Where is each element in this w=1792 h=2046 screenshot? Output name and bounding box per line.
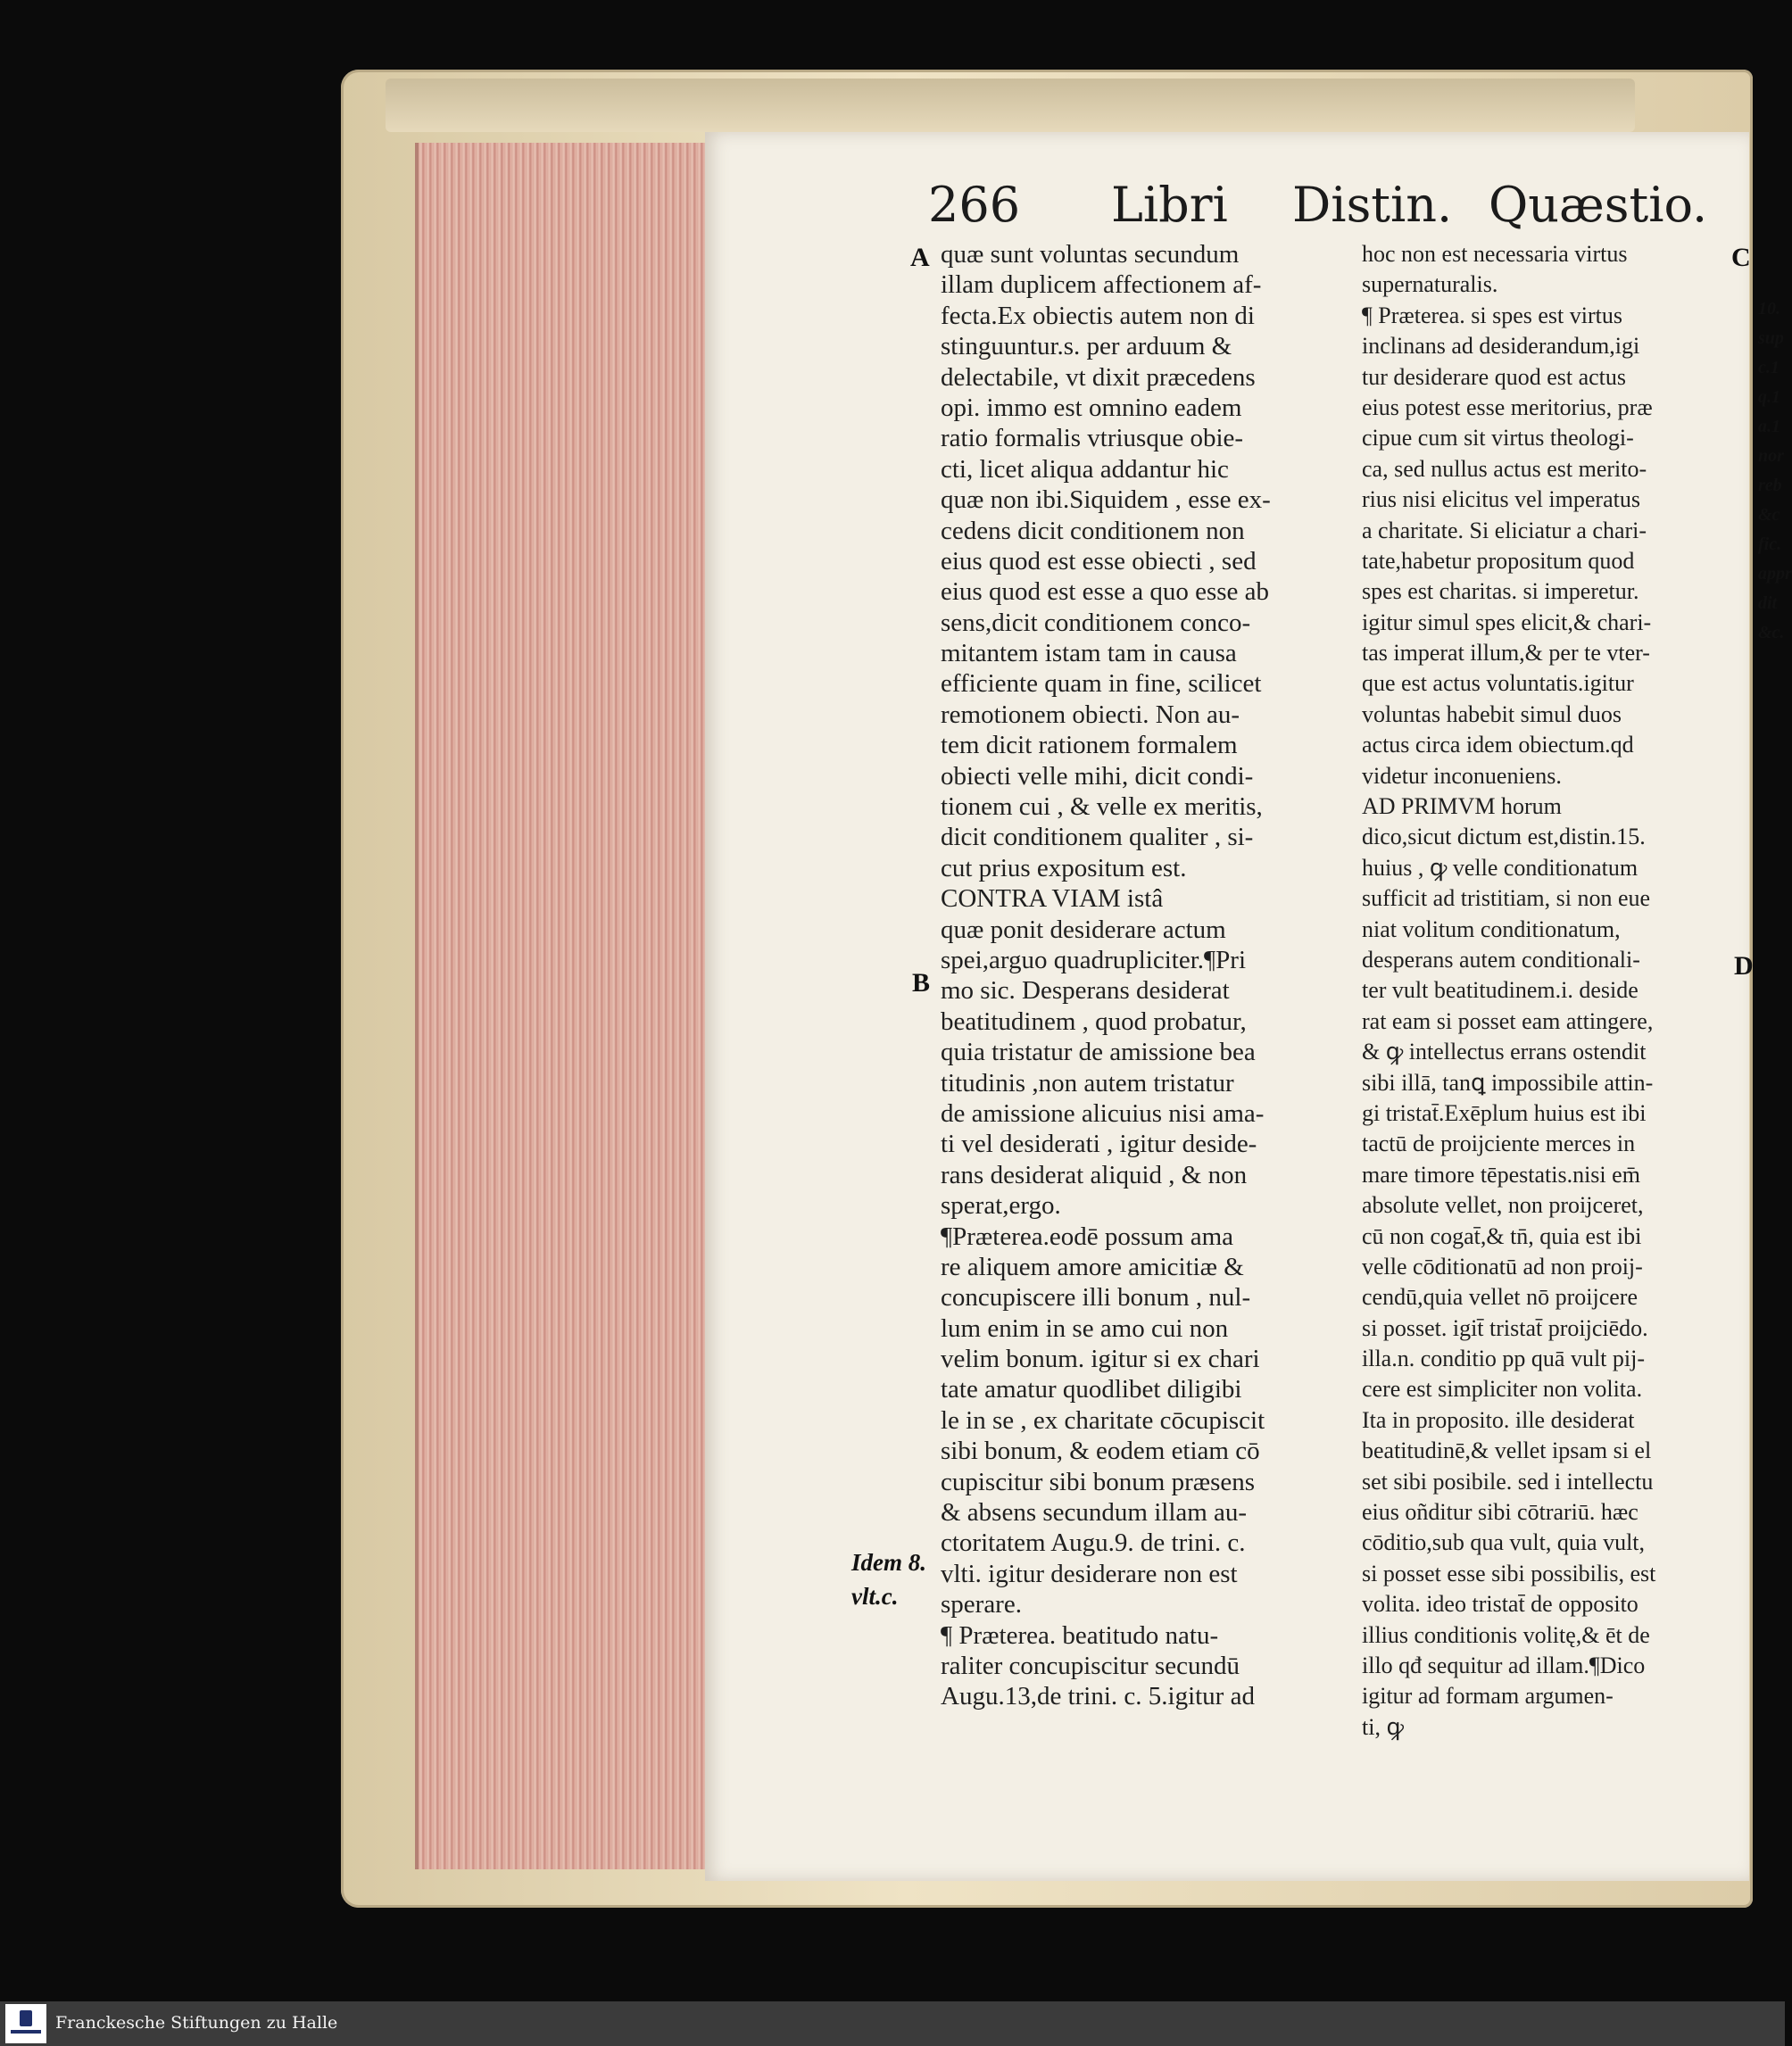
text-line: absolute vellet, non proijceret, [1362, 1192, 1644, 1219]
text-line: spes est charitas. si imperetur. [1362, 578, 1639, 605]
margin-note-line: Idem 8. [851, 1549, 926, 1576]
margin-note-reference [851, 1545, 926, 1613]
text-line: que est actus voluntatis.igitur [1362, 670, 1634, 697]
text-line: fecta.Ex obiectis autem non di [941, 301, 1255, 330]
text-line: eius quod est esse a quo esse ab [941, 577, 1270, 607]
margin-note-fragment: sup [1758, 328, 1784, 348]
text-line: quæ non ibi.Siquidem , esse ex- [941, 485, 1271, 515]
text-line: titudinis ,non autem tristatur [941, 1068, 1234, 1098]
text-line: cipue cum sit virtus theologi- [1362, 425, 1634, 451]
text-line: cere est simpliciter non volita. [1362, 1376, 1643, 1403]
text-line: rans desiderat aliquid , & non [941, 1160, 1248, 1189]
section-mark-a: A [910, 243, 930, 272]
text-line: rius nisi elicitus vel imperatus [1362, 486, 1640, 513]
text-line: cedens dicit conditionem non [941, 516, 1245, 545]
right-text-column [1362, 239, 1737, 1743]
text-line: igitur ad formam argumen- [1362, 1683, 1614, 1710]
text-line: ratio formalis vtriusque obie- [941, 424, 1244, 453]
text-line: & absens secundum illam au- [941, 1498, 1248, 1528]
text-line: sperare. [941, 1590, 1022, 1619]
margin-note-fragment: a.1 [1758, 417, 1780, 436]
margin-note-fragment: dit [1758, 593, 1778, 613]
text-line: le in se , ex charitate cōcupiscit [941, 1405, 1265, 1435]
text-line: sperat,ergo. [941, 1191, 1061, 1221]
text-line: tur desiderare quod est actus [1362, 363, 1627, 390]
book-top-edge [386, 79, 1635, 132]
text-line: beatitudinem , quod probatur, [941, 1006, 1247, 1036]
text-line: obiecti velle mihi, dicit condi- [941, 761, 1254, 791]
text-line: gi tristat̄.Exēplum huius est ibi [1362, 1099, 1647, 1126]
text-line: delectabile, vt dixit præcedens [941, 362, 1256, 392]
text-line: ¶ Præterea. beatitudo natu- [941, 1620, 1219, 1650]
text-line: eius quod est esse obiecti , sed [941, 546, 1257, 576]
text-line: tate,habetur propositum quod [1362, 547, 1635, 574]
francke-logo-icon [5, 2004, 46, 2043]
text-line: efficiente quam in fine, scilicet [941, 669, 1262, 699]
text-line: spei,arguo quadrupliciter.¶Pri [941, 945, 1247, 974]
margin-note-fragment: fic. [1758, 534, 1782, 554]
text-line: illam duplicem affectionem af- [941, 270, 1262, 300]
text-line: AD PRIMVM horum [1362, 793, 1562, 820]
margin-note-fragment: q.1 [1758, 387, 1780, 407]
text-line: mitantem istam tam in causa [941, 639, 1237, 668]
text-line: quæ sunt voluntas secundum [941, 240, 1240, 269]
text-line: illo qđ sequitur ad illam.¶Dico [1362, 1652, 1646, 1678]
text-line: si posset. igit̄ tristat̄ proijciēdo. [1362, 1314, 1648, 1341]
text-line: sibi illā, tanꝗ impossibile attin- [1362, 1069, 1654, 1096]
text-line: supernaturalis. [1362, 271, 1498, 298]
text-line: lum enim in se amo cui non [941, 1313, 1229, 1343]
text-line: videtur inconueniens. [1362, 762, 1562, 789]
text-line: cut prius expositum est. [941, 853, 1187, 882]
text-line: Augu.13,de trini. c. 5.igitur ad [941, 1682, 1255, 1711]
text-line: raliter concupiscitur secundū [941, 1651, 1240, 1680]
text-line: sibi bonum, & eodem etiam cō [941, 1437, 1260, 1466]
page-edges [415, 143, 753, 1869]
text-line: sens,dicit conditionem conco- [941, 608, 1251, 637]
text-line: tem dicit rationem formalem [941, 731, 1238, 760]
text-line: quæ ponit desiderare actum [941, 915, 1226, 944]
text-line: opi. immo est omnino eadem [941, 393, 1242, 422]
header-word-libri: Libri [1111, 177, 1228, 233]
section-mark-d: D [1734, 951, 1754, 981]
text-line: mare timore tēpestatis.nisi em̄ [1362, 1161, 1640, 1188]
text-line: illa.n. conditio pp quā vult pij- [1362, 1346, 1646, 1372]
footer-institution-text: Franckesche Stiftungen zu Halle [55, 2013, 338, 2033]
text-line: ¶Præterea.eodē possum ama [941, 1222, 1234, 1251]
text-line: inclinans ad desiderandum,igi [1362, 333, 1640, 360]
text-line: rat eam si posset eam attingere, [1362, 1007, 1654, 1034]
text-line: eius potest esse meritorius, præ [1362, 393, 1653, 420]
header-word-quaestio: Quæstio. [1489, 177, 1708, 233]
margin-note-fragment: reb [1758, 476, 1782, 495]
text-line: de amissione alicuius nisi ama- [941, 1098, 1265, 1128]
text-line: niat volitum conditionatum, [1362, 915, 1621, 942]
text-line: re aliquem amore amicitiæ & [941, 1252, 1244, 1281]
text-line: quia tristatur de amissione bea [941, 1038, 1256, 1067]
margin-note-fragment: &c [1758, 505, 1780, 525]
text-line: Ita in proposito. ille desiderat [1362, 1406, 1635, 1433]
margin-note-fragment: nor [1758, 446, 1784, 466]
margin-note-fragment: appr [1758, 564, 1792, 584]
margin-note-fragment: 10. [1758, 299, 1780, 319]
text-line: ctoritatem Augu.9. de trini. c. [941, 1528, 1246, 1558]
right-margin-notes [1758, 294, 1792, 648]
text-line: cū non cogat̄,& tn̄, quia est ibi [1362, 1222, 1642, 1249]
text-line: & ꝙ intellectus errans ostendit [1362, 1039, 1647, 1065]
text-line: huius , ꝙ velle conditionatum [1362, 854, 1639, 881]
text-line: ti, ꝙ [1362, 1713, 1404, 1740]
footer-bar [0, 2001, 1785, 2046]
text-line: ti vel desiderati , igitur deside- [941, 1130, 1257, 1159]
running-header [928, 177, 1708, 239]
text-line: si posset esse sibi possibilis, est [1362, 1560, 1656, 1586]
text-line: cōditio,sub qua vult, quia vult, [1362, 1529, 1646, 1556]
section-mark-c: C [1731, 243, 1751, 272]
margin-note-fragment: c.1 [1758, 358, 1780, 377]
text-line: ca, sed nullus actus est merito- [1362, 455, 1647, 482]
text-line: mo sic. Desperans desiderat [941, 976, 1230, 1006]
text-line: CONTRA VIAM istâ [941, 884, 1164, 914]
text-line: illius conditionis volitę,& ēt de [1362, 1621, 1650, 1648]
text-line: volita. ideo tristat̄ de opposito [1362, 1591, 1639, 1618]
text-line: a charitate. Si eliciatur a chari- [1362, 517, 1647, 543]
text-line: concupiscere illi bonum , nul- [941, 1283, 1251, 1313]
text-line: cupiscitur sibi bonum præsens [941, 1467, 1256, 1496]
margin-note-fragment: &c. [1758, 623, 1785, 642]
text-line: set sibi posibile. sed i intellectu [1362, 1468, 1654, 1495]
text-line: voluntas habebit simul duos [1362, 700, 1622, 727]
text-line: tionem cui , & velle ex meritis, [941, 792, 1263, 822]
text-line: ter vult beatitudinem.i. deside [1362, 977, 1639, 1004]
text-line: tate amatur quodlibet diligibi [941, 1375, 1242, 1404]
text-line: sufficit ad tristitiam, si non eue [1362, 885, 1651, 912]
section-mark-b: B [912, 968, 931, 998]
text-line: stinguuntur.s. per arduum & [941, 332, 1232, 361]
text-line: eius oñditur sibi cōtrariū. hæc [1362, 1499, 1639, 1526]
text-line: vlti. igitur desiderare non est [941, 1559, 1238, 1588]
text-line: velim bonum. igitur si ex chari [941, 1345, 1260, 1374]
text-line: actus circa idem obiectum.qd [1362, 732, 1634, 758]
text-line: tas imperat illum,& per te vter- [1362, 640, 1650, 667]
text-line: velle cōditionatū ad non proij- [1362, 1253, 1643, 1280]
text-line: igitur simul spes elicit,& chari- [1362, 609, 1652, 635]
text-line: tactū de proijciente merces in [1362, 1131, 1636, 1157]
text-line: ¶ Præterea. si spes est virtus [1362, 302, 1622, 328]
text-line: cendū,quia vellet nō proijcere [1362, 1284, 1638, 1311]
text-line: remotionem obiecti. Non au- [941, 700, 1240, 729]
text-line: dicit conditionem qualiter , si- [941, 823, 1254, 852]
text-line: desperans autem conditionali- [1362, 946, 1640, 973]
text-line: dico,sicut dictum est,distin.15. [1362, 824, 1646, 850]
text-line: cti, licet aliqua addantur hic [941, 454, 1229, 484]
left-text-column [941, 239, 1365, 1712]
page-number: 266 [928, 177, 1021, 233]
text-line: hoc non est necessaria virtus [1362, 241, 1628, 267]
text-line: beatitudinē,& vellet ipsam si el [1362, 1437, 1652, 1464]
margin-note-line: vlt.c. [851, 1583, 899, 1610]
header-word-distin: Distin. [1292, 177, 1453, 233]
